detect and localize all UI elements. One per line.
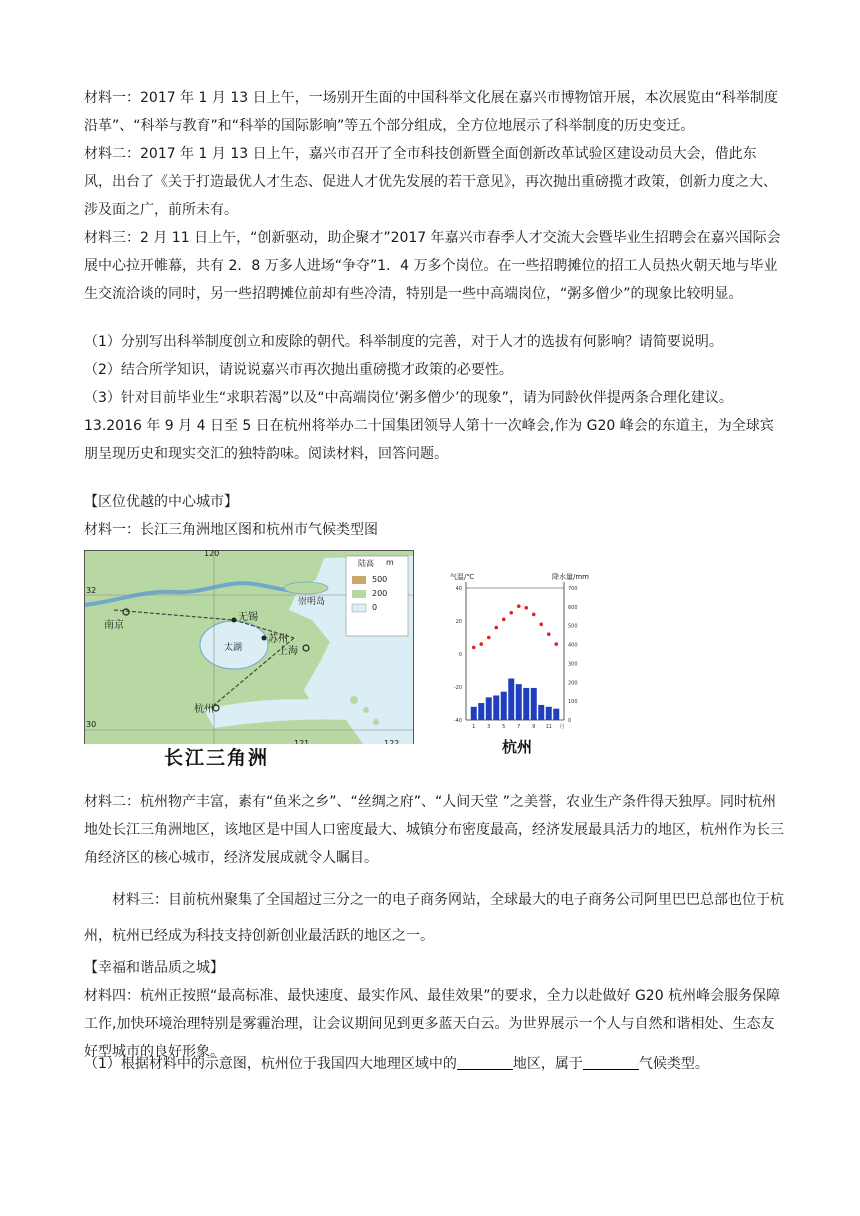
precip-bar <box>523 688 529 720</box>
precip-tick-label: 200 <box>568 680 578 687</box>
right-axis-label: 降水量/mm <box>552 573 589 581</box>
precip-tick-label: 700 <box>568 586 578 592</box>
temp-point <box>532 613 536 617</box>
temp-point <box>517 604 521 608</box>
temp-tick-label: 20 <box>455 619 462 625</box>
precip-tick-label: 500 <box>568 623 578 630</box>
temp-point <box>494 626 498 630</box>
question-1b-part-c: 气候类型。 <box>638 1056 709 1072</box>
precip-tick-label: 600 <box>568 604 578 611</box>
question-2: （2）结合所学知识，请说说嘉兴市再次抛出重磅揽才政策的必要性。 <box>84 362 513 378</box>
question-3: （3）针对目前毕业生“求职若渴”以及“中高端岗位‘粥多僧少’的现象”，请为同龄伙伴提两条合理化建议。 <box>84 390 733 406</box>
city-label-hangzhou: 杭州 <box>194 704 214 715</box>
question-1b-part-a: （1）根据材料中的示意图，杭州位于我国四大地理区域中的 <box>84 1056 457 1072</box>
yangtze-delta-map <box>84 550 414 772</box>
city-label-suzhou: 苏州 <box>268 634 288 645</box>
answer-blank-climate[interactable] <box>583 1053 639 1070</box>
material-3b-paragraph: 材料三：目前杭州聚集了全国超过三分之一的电子商务网站，全球最大的电子商务公司阿里巴巴总部也位于杭州，杭州已经成为科技支持创新创业最活跃的地区之一。 <box>84 892 784 944</box>
legend-title: 陆高 <box>358 559 374 568</box>
hangzhou-climate-chart <box>440 570 590 760</box>
precip-bar <box>546 707 552 720</box>
chongming-island <box>284 582 328 594</box>
precip-bar <box>531 688 537 720</box>
temp-tick-label: -40 <box>453 718 462 724</box>
material-4b-paragraph: 材料四：杭州正按照“最高标准、最快速度、最实作风、最佳效果”的要求，全力以赴做好 G20 杭州峰会服务保障工作,加快环境治理特别是雾霾治理，让会议期间见到更多蓝天白云。为世界展示一个人与自然和谐相处、生态友好型城市的良好形象。 <box>84 988 781 1060</box>
city-label-nanjing: 南京 <box>104 620 124 631</box>
lon-label-120: 120 <box>204 549 220 558</box>
month-tick-label: 7 <box>517 724 521 730</box>
temp-point <box>547 632 551 636</box>
legend-value-0: 0 <box>372 603 378 612</box>
left-axis-label: 气温/℃ <box>450 573 475 581</box>
precip-bar <box>478 703 484 720</box>
legend-value-500: 500 <box>372 575 388 584</box>
question-1b <box>84 1050 784 1078</box>
precip-tick-label: 100 <box>568 699 578 706</box>
temp-point <box>509 611 513 615</box>
question-1b-part-b: 地区，属于 <box>512 1056 583 1072</box>
precip-tick-label: 300 <box>568 661 578 668</box>
material-2b-paragraph: 材料二：杭州物产丰富，素有“鱼米之乡”、“丝绸之府”、“人间天堂 ”之美誉，农业生产条件得天独厚。同时杭州地处长江三角洲地区，该地区是中国人口密度最大、城镇分布密度最高，经济发展最具活力的地区，杭州作为长三角经济区的核心城市，经济发展成就令人瞩目。 <box>84 794 784 866</box>
legend-value-200: 200 <box>372 589 388 598</box>
climate-chart-title: 杭州 <box>502 738 533 756</box>
lat-label-30: 30 <box>86 720 97 729</box>
precip-bar <box>471 707 477 720</box>
temp-tick-label: -20 <box>453 685 462 691</box>
legend-unit: m <box>386 558 394 567</box>
precip-bar <box>553 709 559 720</box>
temp-point <box>539 623 543 627</box>
temp-point <box>487 636 491 640</box>
climate-chart-svg <box>440 570 590 740</box>
month-tick-label: 5 <box>502 724 506 730</box>
precip-bar <box>538 705 544 720</box>
precip-tick-label: 0 <box>568 718 572 724</box>
material-1b-caption: 材料一：长江三角洲地区图和杭州市气候类型图 <box>84 522 378 538</box>
lat-label-32: 32 <box>86 586 97 595</box>
precip-bar <box>508 679 514 720</box>
map-svg <box>84 550 414 750</box>
material-1-paragraph: 材料一：2017 年 1 月 13 日上午，一场别开生面的中国科举文化展在嘉兴市博物馆开展，本次展览由“科举制度沿革”、“科举与教育”和“科举的国际影响”等五个部分组成，全方位地展示了科举制度的历史变迁。 <box>84 90 778 134</box>
temp-point <box>479 642 483 646</box>
city-label-shanghai: 上海 <box>278 646 298 657</box>
material-2-paragraph: 材料二：2017 年 1 月 13 日上午，嘉兴市召开了全市科技创新暨全面创新改革试验区建设动员大会，借此东风，出台了《关于打造最优人才生态、促进人才优先发展的若干意见》，再次抛出重磅揽才政策，创新力度之大、涉及面之广，前所未有。 <box>84 146 777 218</box>
question-13-intro: 13.2016 年 9 月 4 日至 5 日在杭州将举办二十国集团领导人第十一次峰会,作为 G20 峰会的东道主，为全球宾朋呈现历史和现实交汇的独特韵味。阅读材料，回答问题。 <box>84 418 774 462</box>
month-tick-label: 3 <box>487 724 491 730</box>
month-tick-label: 1 <box>472 724 476 730</box>
temp-tick-label: 40 <box>455 586 462 592</box>
temp-point <box>524 606 528 610</box>
precip-bar <box>501 692 507 720</box>
month-tick-label: 9 <box>532 724 536 730</box>
section-heading-location: 【区位优越的中心城市】 <box>84 494 238 510</box>
precip-bar <box>516 684 522 720</box>
precip-bar <box>493 695 499 720</box>
precip-tick-label: 400 <box>568 642 578 649</box>
temp-point <box>554 642 558 646</box>
material-3-paragraph: 材料三：2 月 11 日上午，“创新驱动，助企聚才”2017 年嘉兴市春季人才交流大会暨毕业生招聘会在嘉兴国际会展中心拉开帷幕，共有 2．8 万多人进场“争夺”1．4 万多个岗位。在一些招聘摊位的招工人员热火朝天地与毕业生交流洽谈的同时，另一些招聘摊位前却有些冷清，特别是一些中高端岗位，“粥多僧少”的现象比较明显。 <box>84 230 781 302</box>
label-tai-lake: 太湖 <box>224 643 243 653</box>
temp-point <box>502 618 506 622</box>
precip-bar <box>486 697 492 720</box>
month-tick-label: 11 <box>545 724 552 730</box>
month-tick-label: 月 <box>559 724 565 730</box>
answer-blank-region[interactable] <box>457 1053 513 1070</box>
question-1: （1）分别写出科举制度创立和废除的朝代。科举制度的完善，对于人才的选拔有何影响？请简要说明。 <box>84 334 723 350</box>
city-label-wuxi: 无锡 <box>238 612 258 623</box>
temp-tick-label: 0 <box>458 652 462 658</box>
temp-point <box>472 646 476 650</box>
map-caption: 长江三角洲 <box>164 747 270 769</box>
label-chongming-island: 崇明岛 <box>298 597 326 607</box>
section-heading-harmony: 【幸福和谐品质之城】 <box>84 960 224 976</box>
